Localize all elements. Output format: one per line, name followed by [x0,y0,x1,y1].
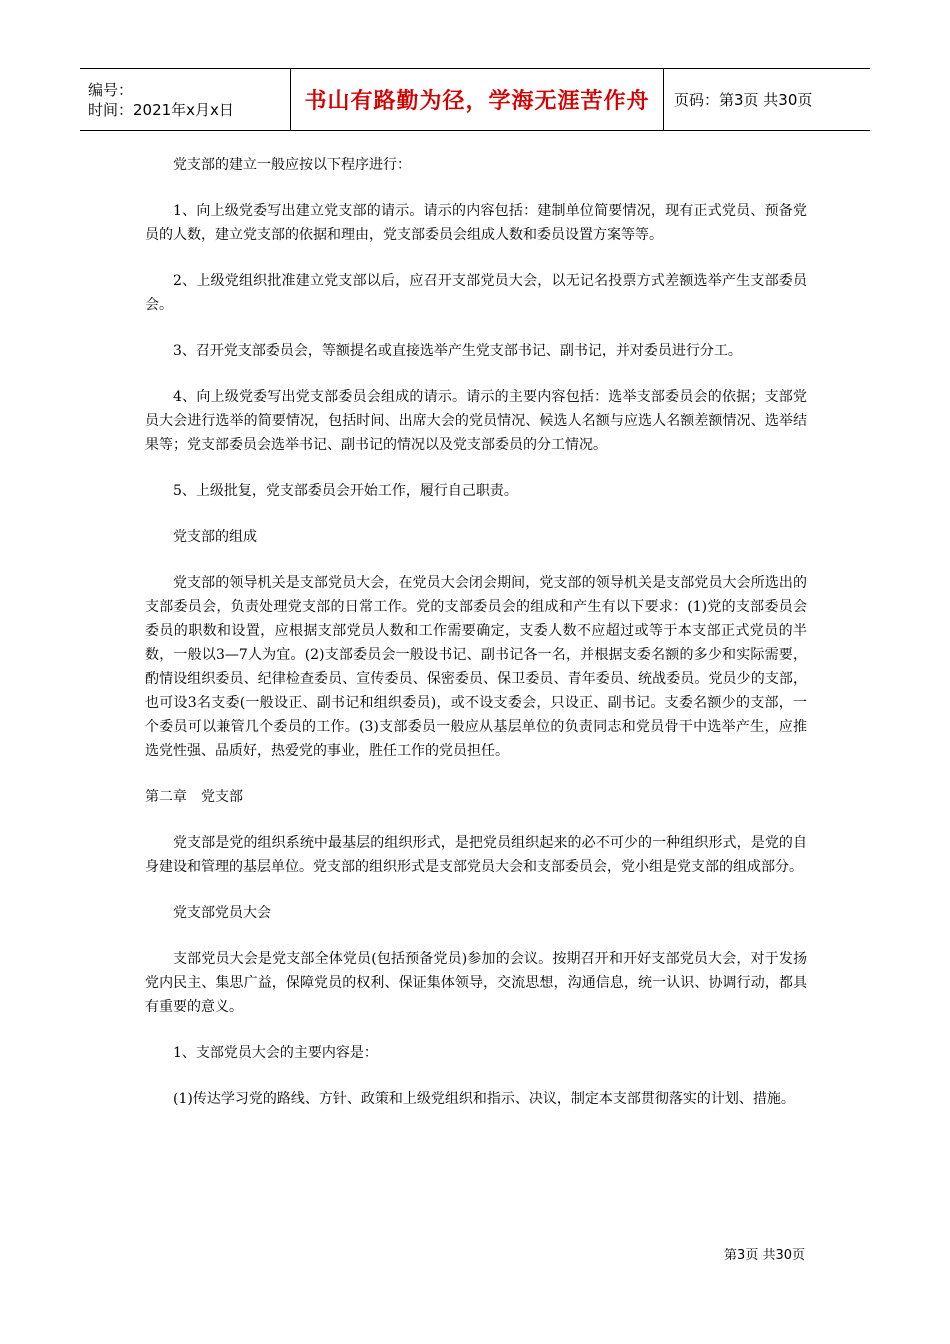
paragraph: 5、上级批复，党支部委员会开始工作，履行自己职责。 [173,483,518,499]
document-body [145,153,807,1111]
header-page-number: 页码：第3页 共30页 [674,91,813,109]
page-header [80,68,870,131]
document-number-label: 编号： [88,80,134,99]
chapter-heading: 第二章 党支部 [145,789,243,805]
paragraph: 支部党员大会是党支部全体党员(包括预备党员)参加的会议。按期召开和开好支部党员大会，对于发扬党内民主、集思广益，保障党员的权利、保证集体领导，交流思想，沟通信息，统一认识、协调行动，都具有重要的意义。 [145,951,807,1015]
header-motto: 书山有路勤为径，学海无涯苦作舟 [291,69,664,130]
paragraph: 3、召开党支部委员会，等额提名或直接选举产生党支部书记、副书记，并对委员进行分工。 [173,343,742,359]
paragraph: 1、向上级党委写出建立党支部的请示。请示的内容包括：建制单位简要情况，现有正式党员、预备党员的人数，建立党支部的依据和理由，党支部委员会组成人数和委员设置方案等等。 [145,203,807,243]
paragraph: 4、向上级党委写出党支部委员会组成的请示。请示的主要内容包括：选举支部委员会的依据；支部党员大会进行选举的简要情况，包括时间、出席大会的党员情况、候选人名额与应选人名额差额情况、选举结果等；党支部委员会选举书记、副书记的情况以及党支部委员的分工情况。 [145,389,807,453]
paragraph: 1、支部党员大会的主要内容是： [173,1045,378,1061]
paragraph: 党支部的领导机关是支部党员大会，在党员大会闭会期间，党支部的领导机关是支部党员大会所选出的支部委员会，负责处理党支部的日常工作。党的支部委员会的组成和产生有以下要求：(1)党的支部委员会委员的职数和设置，应根据支部党员人数和工作需要确定，支委人数不应超过或等于本支部正式党员的半数，一般以3—7人为宜。(2)支部委员会一般设书记、副书记各一名，并根据支委名额的多少和实际需要，酌情设组织委员、纪律检查委员、宣传委员、保密委员、保卫委员、青年委员、统战委员。党员少的支部，也可设3名支委(一般设正、副书记和组织委员)，或不设支委会，只设正、副书记。支委名额少的支部，一个委员可以兼管几个委员的工作。(3)支部委员一般应从基层单位的负责同志和党员骨干中选举产生，应推选党性强、品质好，热爱党的事业，胜任工作的党员担任。 [145,575,807,759]
paragraph: 党支部的建立一般应按以下程序进行： [173,157,411,173]
paragraph: (1)传达学习党的路线、方针、政策和上级党组织和指示、决议，制定本支部贯彻落实的计划、措施。 [173,1091,795,1107]
page-footer: 第3页 共30页 [724,1248,805,1263]
document-date: 时间：2021年x月x日 [88,100,234,119]
section-heading: 党支部党员大会 [173,905,271,921]
paragraph: 2、上级党组织批准建立党支部以后，应召开支部党员大会，以无记名投票方式差额选举产生支部委员会。 [145,273,807,313]
header-meta [80,69,291,130]
section-heading: 党支部的组成 [173,529,257,545]
paragraph: 党支部是党的组织系统中最基层的组织形式，是把党员组织起来的必不可少的一种组织形式，是党的自身建设和管理的基层单位。党支部的组织形式是支部党员大会和支部委员会，党小组是党支部的组成部分。 [145,835,807,875]
